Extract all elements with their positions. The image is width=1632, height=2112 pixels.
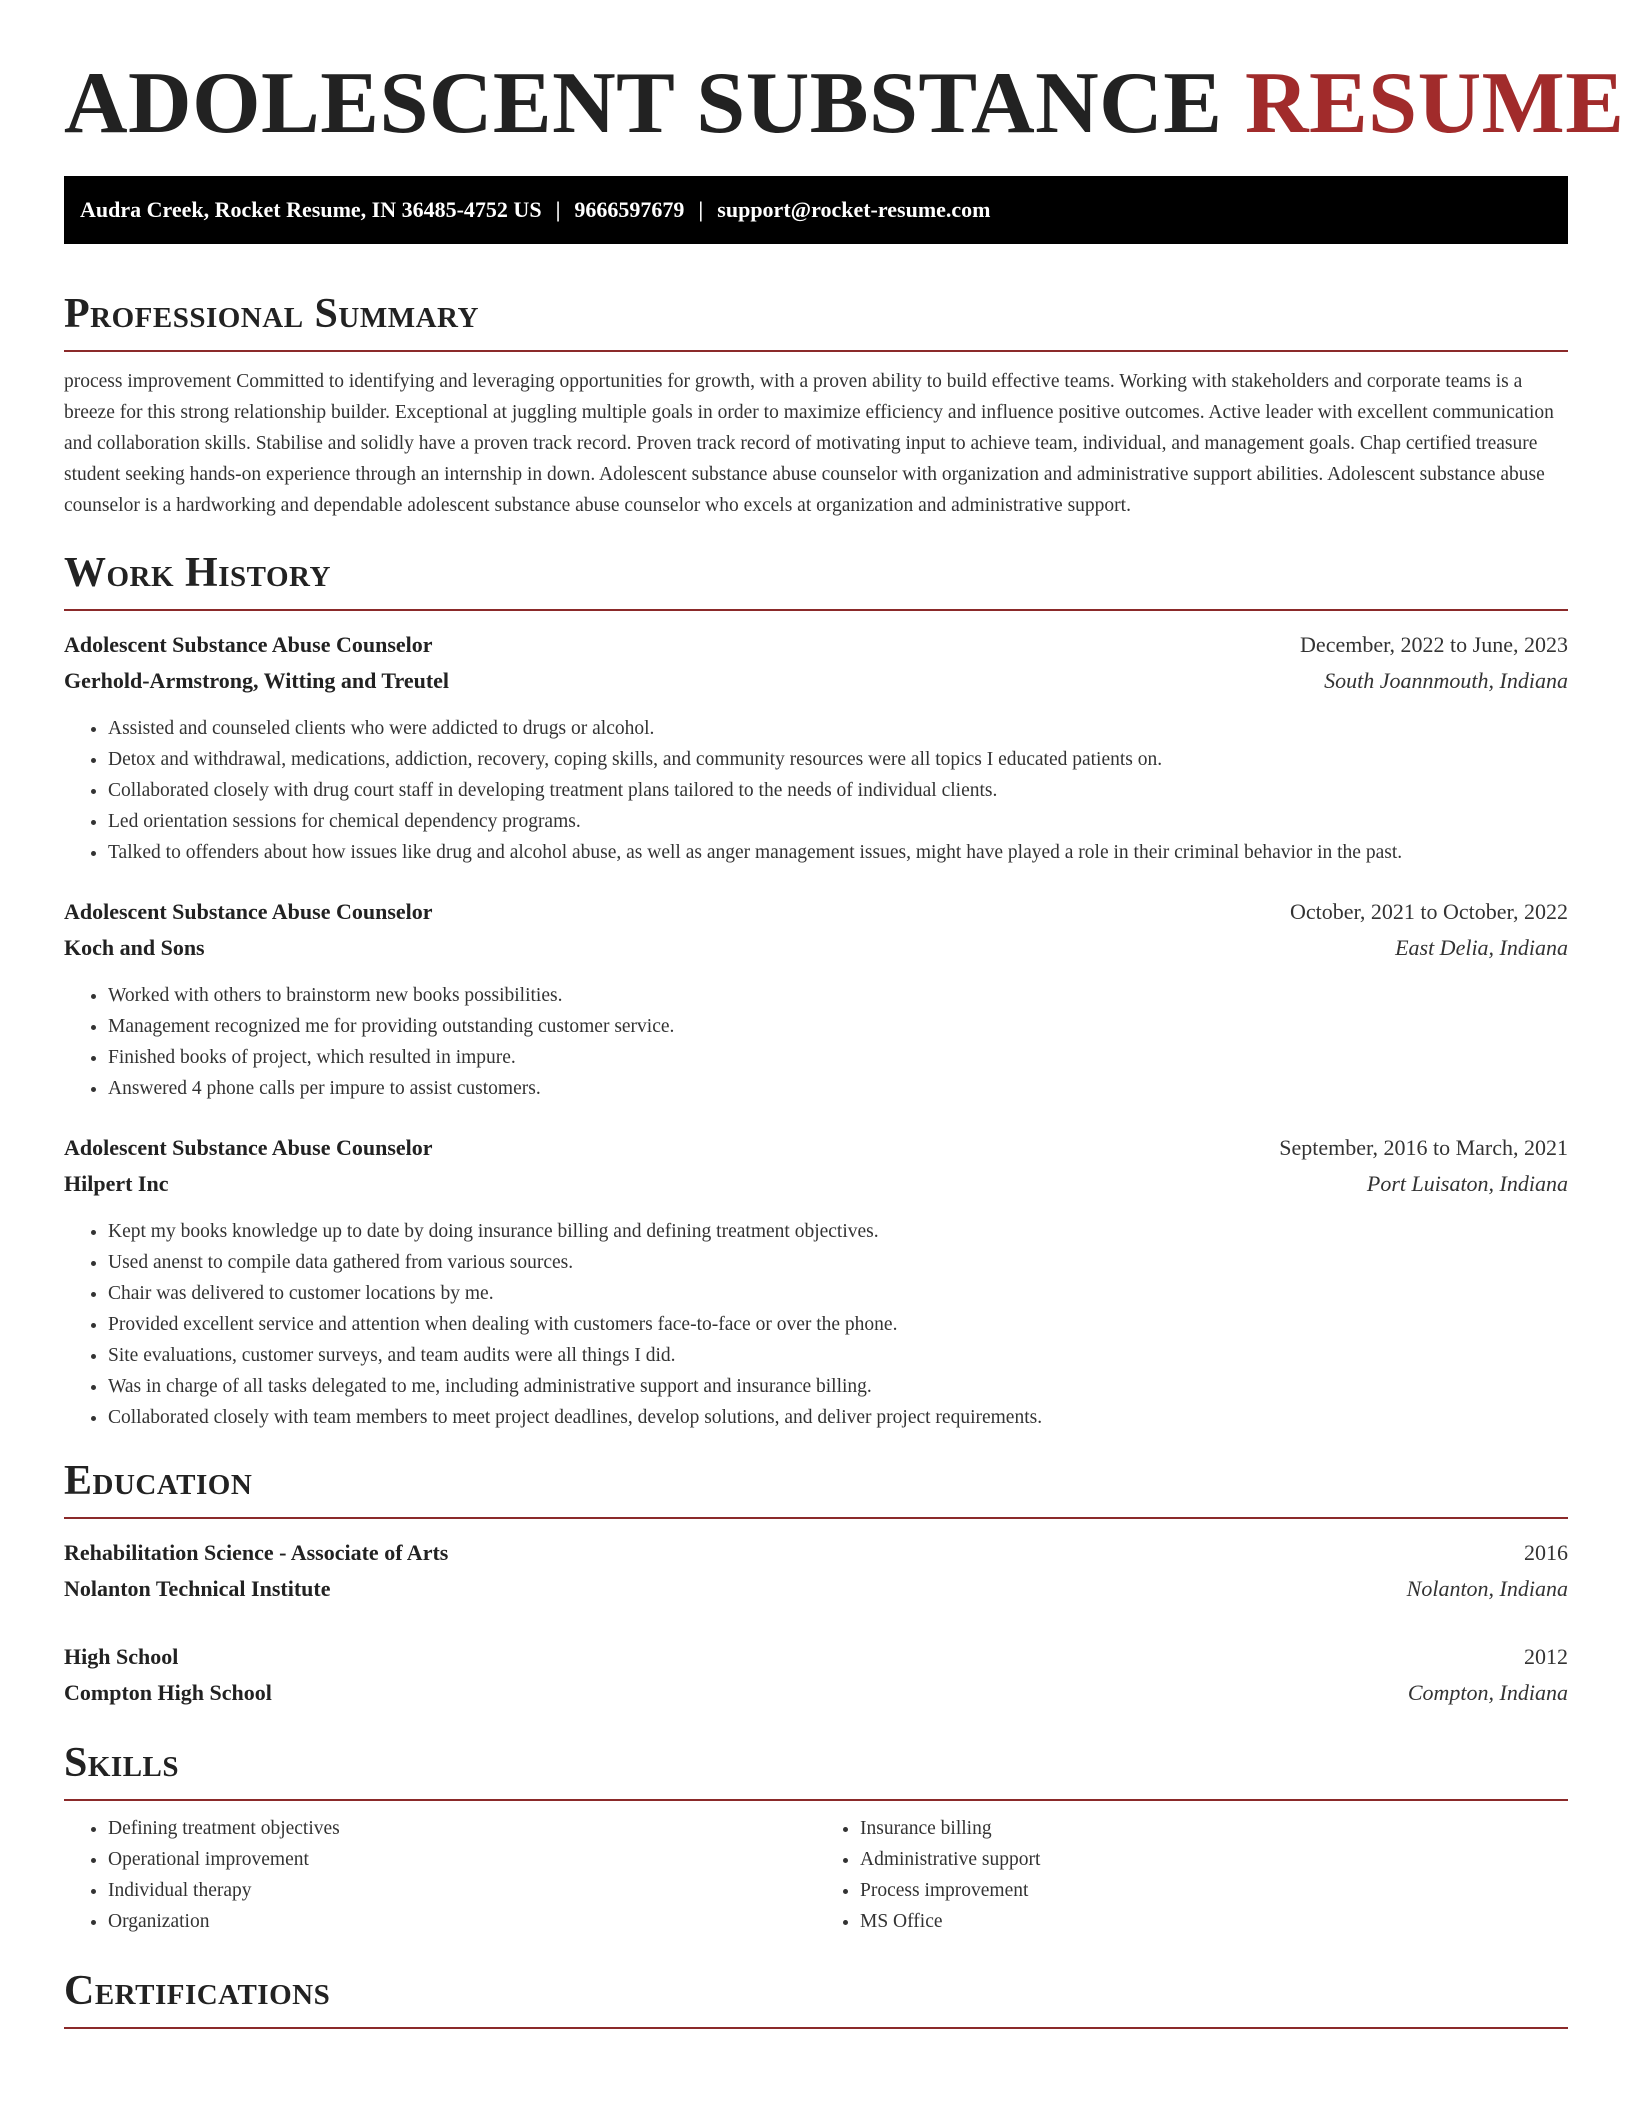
contact-address: Audra Creek, Rocket Resume, IN 36485-4752 US <box>80 197 542 222</box>
list-item: • Defining treatment objectives <box>108 1813 816 1844</box>
list-item: • Worked with others to brainstorm new books possibilities. <box>108 980 1568 1011</box>
job-dates: September, 2016 to March, 2021 <box>1279 1135 1568 1160</box>
skills-column-right <box>816 1813 1568 1937</box>
section-divider <box>64 1517 1568 1519</box>
list-item: • Finished books of project, which resulted in impure. <box>108 1042 1568 1073</box>
education-location: Compton, Indiana <box>1407 1680 1568 1705</box>
job-title: Adolescent Substance Abuse Counselor <box>64 899 433 924</box>
job-entry <box>64 894 1568 1104</box>
education-entry <box>64 1535 1568 1607</box>
section-title-summary: Professional Summary <box>64 291 479 337</box>
job-location: Port Luisaton, Indiana <box>1366 1171 1568 1196</box>
list-item: • Collaborated closely with drug court staff in developing treatment plans tailored to the needs of individual clients. <box>108 775 1568 806</box>
list-item: • Kept my books knowledge up to date by doing insurance billing and defining treatment objectives. <box>108 1216 1568 1247</box>
list-item: • Individual therapy <box>108 1875 816 1906</box>
contact-separator: | <box>698 197 704 222</box>
education-degree: High School <box>64 1644 179 1669</box>
job-entry <box>64 1130 1568 1433</box>
job-dates: October, 2021 to October, 2022 <box>1289 899 1568 924</box>
section-title-skills: Skills <box>64 1740 180 1786</box>
education-year: 2016 <box>1524 1540 1568 1565</box>
job-dates: December, 2022 to June, 2023 <box>1300 632 1568 657</box>
list-item: • Collaborated closely with team members to meet project deadlines, develop solutions, and deliver project requirements. <box>108 1402 1568 1433</box>
contact-separator: | <box>555 197 561 222</box>
work-section <box>64 549 1568 1433</box>
job-company: Koch and Sons <box>64 935 205 960</box>
job-company: Gerhold-Armstrong, Witting and Treutel <box>64 668 450 693</box>
job-bullets <box>64 1216 1568 1433</box>
education-year: 2012 <box>1524 1644 1568 1669</box>
section-divider <box>64 2027 1568 2029</box>
list-item: • Process improvement <box>860 1875 1568 1906</box>
summary-section <box>64 290 1568 521</box>
job-bullets <box>64 713 1568 868</box>
title-main: ADOLESCENT SUBSTANCE <box>64 55 1223 152</box>
list-item: • Chair was delivered to customer locations by me. <box>108 1278 1568 1309</box>
list-item: • Management recognized me for providing outstanding customer service. <box>108 1011 1568 1042</box>
list-item: • Detox and withdrawal, medications, addiction, recovery, coping skills, and community resources were all topics I educated patients on. <box>108 744 1568 775</box>
summary-text: process improvement Committed to identifying and leveraging opportunities for growth, with a proven ability to build effective teams. Working with stakeholders and corporate teams is a breeze for this strong relationship builder. Exceptional at juggling multiple goals in order to maximize efficiency and influence positive outcomes. Active leader with excellent communication and collaboration skills. Stabilise and solidly have a proven track record. Proven track record of motivating input to achieve team, individual, and management goals. Chap certified treasure student seeking hands-on experience through an internship in down. Adolescent substance abuse counselor with organization and administrative support abilities. Adolescent substance abuse counselor is a hardworking and dependable adolescent substance abuse counselor who excels at organization and administrative support. <box>64 371 1554 516</box>
list-item: • Site evaluations, customer surveys, and team audits were all things I did. <box>108 1340 1568 1371</box>
education-section <box>64 1457 1568 1711</box>
job-entry <box>64 627 1568 868</box>
resume-page <box>64 0 1625 2029</box>
list-item: • Was in charge of all tasks delegated to me, including administrative support and insurance billing. <box>108 1371 1568 1402</box>
list-item: • Provided excellent service and attention when dealing with customers face-to-face or over the phone. <box>108 1309 1568 1340</box>
list-item: • Answered 4 phone calls per impure to assist customers. <box>108 1073 1568 1104</box>
contact-phone: 9666597679 <box>574 197 685 222</box>
education-degree: Rehabilitation Science - Associate of Arts <box>64 1540 449 1565</box>
job-company: Hilpert Inc <box>64 1171 169 1196</box>
education-school: Compton High School <box>64 1680 272 1705</box>
list-item: • Operational improvement <box>108 1844 816 1875</box>
job-location: East Delia, Indiana <box>1395 935 1568 960</box>
contact-bar <box>64 176 1568 244</box>
list-item: • Insurance billing <box>860 1813 1568 1844</box>
skills-section <box>64 1739 1568 1937</box>
section-divider <box>64 609 1568 611</box>
job-title: Adolescent Substance Abuse Counselor <box>64 1135 433 1160</box>
list-item: • MS Office <box>860 1906 1568 1937</box>
job-location: South Joannmouth, Indiana <box>1324 668 1568 693</box>
education-school: Nolanton Technical Institute <box>64 1576 331 1601</box>
section-divider <box>64 350 1568 352</box>
skills-column-left <box>64 1813 816 1937</box>
list-item: • Used anenst to compile data gathered from various sources. <box>108 1247 1568 1278</box>
education-location: Nolanton, Indiana <box>1406 1576 1568 1601</box>
job-bullets <box>64 980 1568 1104</box>
list-item: • Organization <box>108 1906 816 1937</box>
list-item: • Administrative support <box>860 1844 1568 1875</box>
contact-email: support@rocket-resume.com <box>717 197 991 222</box>
list-item: • Led orientation sessions for chemical dependency programs. <box>108 806 1568 837</box>
section-title-certifications: Certifications <box>64 1968 331 2014</box>
title-accent: RESUME <box>1244 55 1625 152</box>
section-divider <box>64 1799 1568 1801</box>
skills-list <box>64 1813 1568 1937</box>
list-item: • Talked to offenders about how issues like drug and alcohol abuse, as well as anger management issues, might have played a role in their criminal behavior in the past. <box>108 837 1568 868</box>
section-title-work: Work History <box>64 550 331 596</box>
certifications-section <box>64 1967 1568 2029</box>
job-title: Adolescent Substance Abuse Counselor <box>64 632 433 657</box>
section-title-education: Education <box>64 1458 253 1504</box>
education-entry <box>64 1639 1568 1711</box>
list-item: • Assisted and counseled clients who were addicted to drugs or alcohol. <box>108 713 1568 744</box>
resume-title <box>64 0 1625 168</box>
